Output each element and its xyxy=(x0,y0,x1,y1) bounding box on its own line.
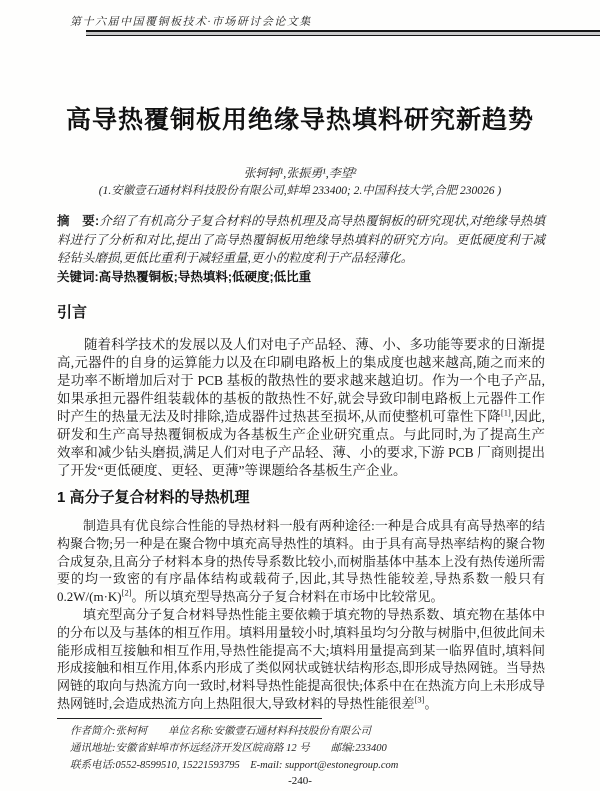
intro-text-a: 随着科学技术的发展以及人们对电子产品轻、薄、小、多功能等要求的日渐提高,元器件的自身的运算能力以及在印刷电路板上的集成度也越来越高,随之而来的是功率不断增加后对于 PCB 基板的散热性的要求越来越迫切。作为一个电子产品,如果承担元器件组装载体的基板的散热性不好,就会导致印制电路板上元器件工作时产生的热量无法及时排除,造成器件过热甚至损坏,从而使整机可靠性下降 xyxy=(57,337,545,424)
section1-paragraph-1 xyxy=(57,517,545,606)
abstract-text: 介绍了有机高分子复合材料的导热机理及高导热覆铜板的研究现状,对绝缘导热填料进行了分析和对比,提出了高导热覆铜板用绝缘导热填料的研究方向。更低硬度利于减轻钻头磨损,更低比重利于减轻重量,更小的粒度利于产品轻薄化。 xyxy=(57,214,545,265)
intro-paragraph xyxy=(57,336,545,480)
section1-paragraph-2 xyxy=(57,606,545,713)
authors-line: 张轲轲¹,张振勇¹,李望² xyxy=(243,166,357,180)
section1-p2-text-b: 。 xyxy=(424,695,438,711)
author-footnote-block xyxy=(70,723,550,774)
intro-paragraph-block xyxy=(57,336,545,480)
intro-section-heading: 引言 xyxy=(57,304,88,321)
contact-line: 联系电话:0552-8599510, 15221593795 E-mail: support@estonegroup.com xyxy=(70,760,399,771)
citation-ref-2: [2] xyxy=(121,587,132,598)
keywords-text: 高导热覆铜板;导热填料;低硬度;低比重 xyxy=(98,270,312,284)
section1-body-block xyxy=(57,517,545,713)
keywords-line xyxy=(57,267,545,285)
keywords-label: 关键词: xyxy=(57,270,99,284)
footnote-divider xyxy=(57,718,322,719)
citation-ref-1: [1] xyxy=(500,407,511,418)
section1-heading: 1 高分子复合材料的导热机理 xyxy=(57,489,250,506)
address-line: 通讯地址:安徽省蚌埠市怀远经济开发区皖商路 12 号 邮编:233400 xyxy=(70,743,387,754)
header-divider-rule xyxy=(86,30,600,36)
section1-p2-text-a: 填充型高分子复合材料导热性能主要依赖于填充物的导热系数、填充物在基体中的分布以及与基体的相互作用。填料用量较小时,填料虽均匀分散与树脂中,但彼此间未能形成相互接触和相互作用,导热性能提高不大;填料用量提高到某一临界值时,填料间形成接触和相互作用,体系内形成了类似网状或链状结构形态,即形成导热网链。当导热网链的取向与热流方向一致时,材料导热性能提高很快;体系中在在热流方向上未形成导热网链时,会造成热流方向上热阻很大,导致材料的导热性能很差 xyxy=(57,606,545,711)
intro-text-b: ,因此,研发和生产高导热覆铜板成为各基板生产企业研究重点。与此同时,为了提高生产效率和减少钻头磨损,满足人们对电子产品轻、薄、小的要求,下游 PCB 厂商则提出了开发“更低硬度、更轻、更薄”等课题给各基板生产企业。 xyxy=(57,409,545,478)
section1-p1-text-a: 制造具有优良综合性能的导热材料一般有两种途径:一种是合成具有高导热率的结构聚合物;另一种是在聚合物中填充高导热性的填料。由于具有高导热率结构的聚合物合成复杂,且高分子材料本身的热传导系数比较小,而树脂基体中基本上没有热传递所需要的均一致密的有序晶体结构或载荷子,因此,其导热性能较差,导热系数一般只有 0.2W/(m·K) xyxy=(57,518,545,605)
citation-ref-3: [3] xyxy=(414,694,425,705)
affiliation-line: (1.安徽壹石通材料科技股份有限公司,蚌埠 233400; 2.中国科技大学,合肥 230026 ) xyxy=(98,185,502,197)
author-bio-line: 作者简介:张柯柯 单位名称:安徽壹石通材料科技股份有限公司 xyxy=(70,726,371,737)
section1-p1-text-b: 。所以填充型导热高分子复合材料在市场中比较常见。 xyxy=(131,589,444,605)
page-number: -240- xyxy=(288,775,312,787)
paper-title: 高导热覆铜板用绝缘导热填料研究新趋势 xyxy=(65,106,534,134)
abstract-block xyxy=(57,212,545,268)
running-header: 第十六届中国覆铜板技术·市场研讨会论文集 xyxy=(70,16,312,28)
abstract-label: 摘 要: xyxy=(57,214,100,228)
